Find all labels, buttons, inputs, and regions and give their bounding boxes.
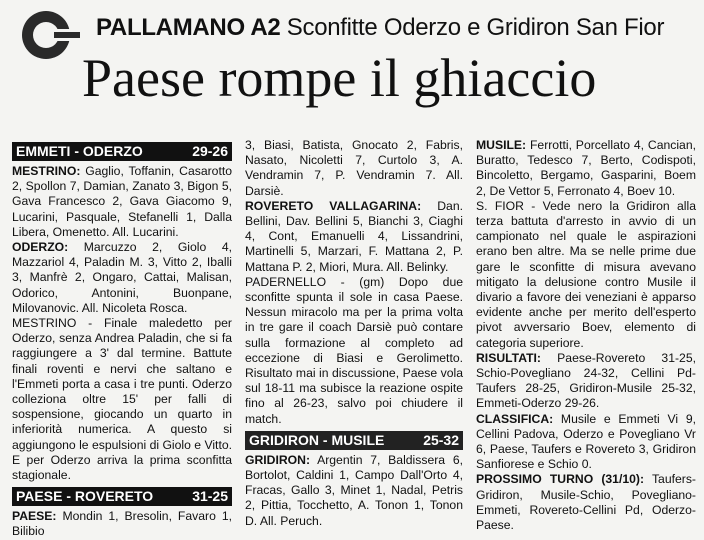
report-padernello: PADERNELLO - (gm) Dopo due sconfitte spunta il sole in casa Paese. Nessun miracolo ma per la prima volta in tre gare il coach Darsiè può contare sulla formazione al completo ad eccezione di Biasi e Gerolimetto. Risultato mai in discussione, Paese vola sul 18-11 ma subisce la reazione ospite fino al 26-23, salvo poi chiudere il match. bbox=[245, 274, 463, 426]
next-round: PROSSIMO TURNO (31/10): Taufers-Gridiron, Musile-Schio, Povegliano-Emmeti, Rovereto-Cellini Pd, Oderzo-Paese. bbox=[476, 472, 696, 533]
match-score: 25-32 bbox=[423, 431, 459, 448]
lineup-gridiron: GRIDIRON: Argentin 7, Baldissera 6, Bortolot, Caldini 1, Campo Dall'Orto 4, Fracas, Gallo 3, Minet 1, Nadal, Petris 2, Pittia, Tocchetto, A. Tonon 1, Tonon D. All. Peruch. bbox=[245, 452, 463, 528]
section-rubric: PALLAMANO A2 bbox=[96, 14, 281, 41]
match-teams: PAESE - ROVERETO bbox=[16, 488, 154, 505]
lineup-rovereto: ROVERETO VALLAGARINA: Dan. Bellini, Dav. Bellini 5, Bianchi 3, Ciaghi 4, Cont, Emanuelli 4, Lissandrini, Martinelli 5, Marzari, F. Mattana 2, P. Mattana P. 2, Miori, Mura. All. Belinky. bbox=[245, 198, 463, 274]
results: RISULTATI: Paese-Rovereto 31-25, Schio-Povegliano 24-32, Cellini Pd-Taufers 28-25, Gridiron-Musile 25-32, Emmeti-Oderzo 29-26. bbox=[476, 350, 696, 411]
newspaper-logo-icon bbox=[18, 8, 80, 62]
match-teams: GRIDIRON - MUSILE bbox=[249, 431, 385, 448]
match-header-paese-rovereto bbox=[12, 487, 232, 506]
report-sfior: S. FIOR - Vede nero la Gridiron alla terza battuta d'arresto in avvio di un campionato nel quale le aspirazioni erano ben altre. Ma se nelle prime due gare le sconfitte di misura avevano mitigato la delusione contro Musile il divario a favore dei veneziani è apparso evidente anche per merito dell'esperto pivot avversario Boev, elemento di categoria superiore. bbox=[476, 198, 696, 350]
lineup-paese: PAESE: Mondin 1, Bresolin, Favaro 1, Bilibio bbox=[12, 509, 232, 539]
match-header-gridiron-musile bbox=[245, 431, 463, 450]
match-score: 29-26 bbox=[192, 142, 228, 159]
report-mestrino: MESTRINO - Finale maledetto per Oderzo, senza Andrea Paladin, che si fa raggiungere a 3' dal termine. Battute finali roventi e nervi che saltano e l'Emmeti porta a casa i tre punti. Oderzo colleziona oltre 15' per falli di sospensione, giocando un quarto in inferiorità numerica. A questo si aggiungono le espulsioni di Giolo e Vitto. E per Oderzo arriva la prima sconfitta stagionale. bbox=[12, 316, 232, 483]
lineup-mestrino: MESTRINO: Gaglio, Toffanin, Casarotto 2, Spollon 7, Damian, Zanato 3, Bigon 5, Gava Francesco 2, Gava Giacomo 9, Lucarini, Pasquale, Stefanelli 1, Dalla Libera, Omenetto. All. Lucarini. bbox=[12, 164, 232, 239]
lineup-oderzo: ODERZO: Marcuzzo 2, Giolo 4, Mazzariol 4, Paladin M. 3, Vitto 2, Iballi 3, Manfrè 2, Ongaro, Cattai, Malisan, Odorico, Antonini, Buonpane, Milovanovic. All. Nicoleta Rosca. bbox=[12, 240, 232, 315]
lineup-paese-continued: 3, Biasi, Batista, Gnocato 2, Fabris, Nasato, Nicoletti 7, Curtolo 3, A. Vendramin 7, P. Vendramin 7. All. Darsiè. bbox=[245, 138, 463, 198]
column-1 bbox=[12, 138, 232, 540]
match-score: 31-25 bbox=[192, 488, 228, 505]
match-teams: EMMETI - ODERZO bbox=[16, 142, 143, 159]
kicker bbox=[96, 14, 664, 42]
page-title: Paese rompe il ghiaccio bbox=[82, 48, 597, 108]
column-3 bbox=[476, 138, 696, 533]
standings: CLASSIFICA: Musile e Emmeti Vi 9, Cellini Padova, Oderzo e Povegliano Vr 6, Paese, Taufers e Rovereto 3, Gridiron Sanfiorese e Schio 0. bbox=[476, 411, 696, 472]
match-header-emmeti-oderzo bbox=[12, 142, 232, 161]
lineup-musile: MUSILE: Ferrotti, Porcellato 4, Cancian, Buratto, Tedesco 7, Berto, Codispoti, Bincoletto, Bergamo, Gasparini, Boem 2, De Vettor 5, Ferronato 4, Boev 10. bbox=[476, 138, 696, 198]
column-2 bbox=[245, 138, 463, 529]
kicker-text: Sconfitte Oderzo e Gridiron San Fior bbox=[286, 14, 665, 41]
